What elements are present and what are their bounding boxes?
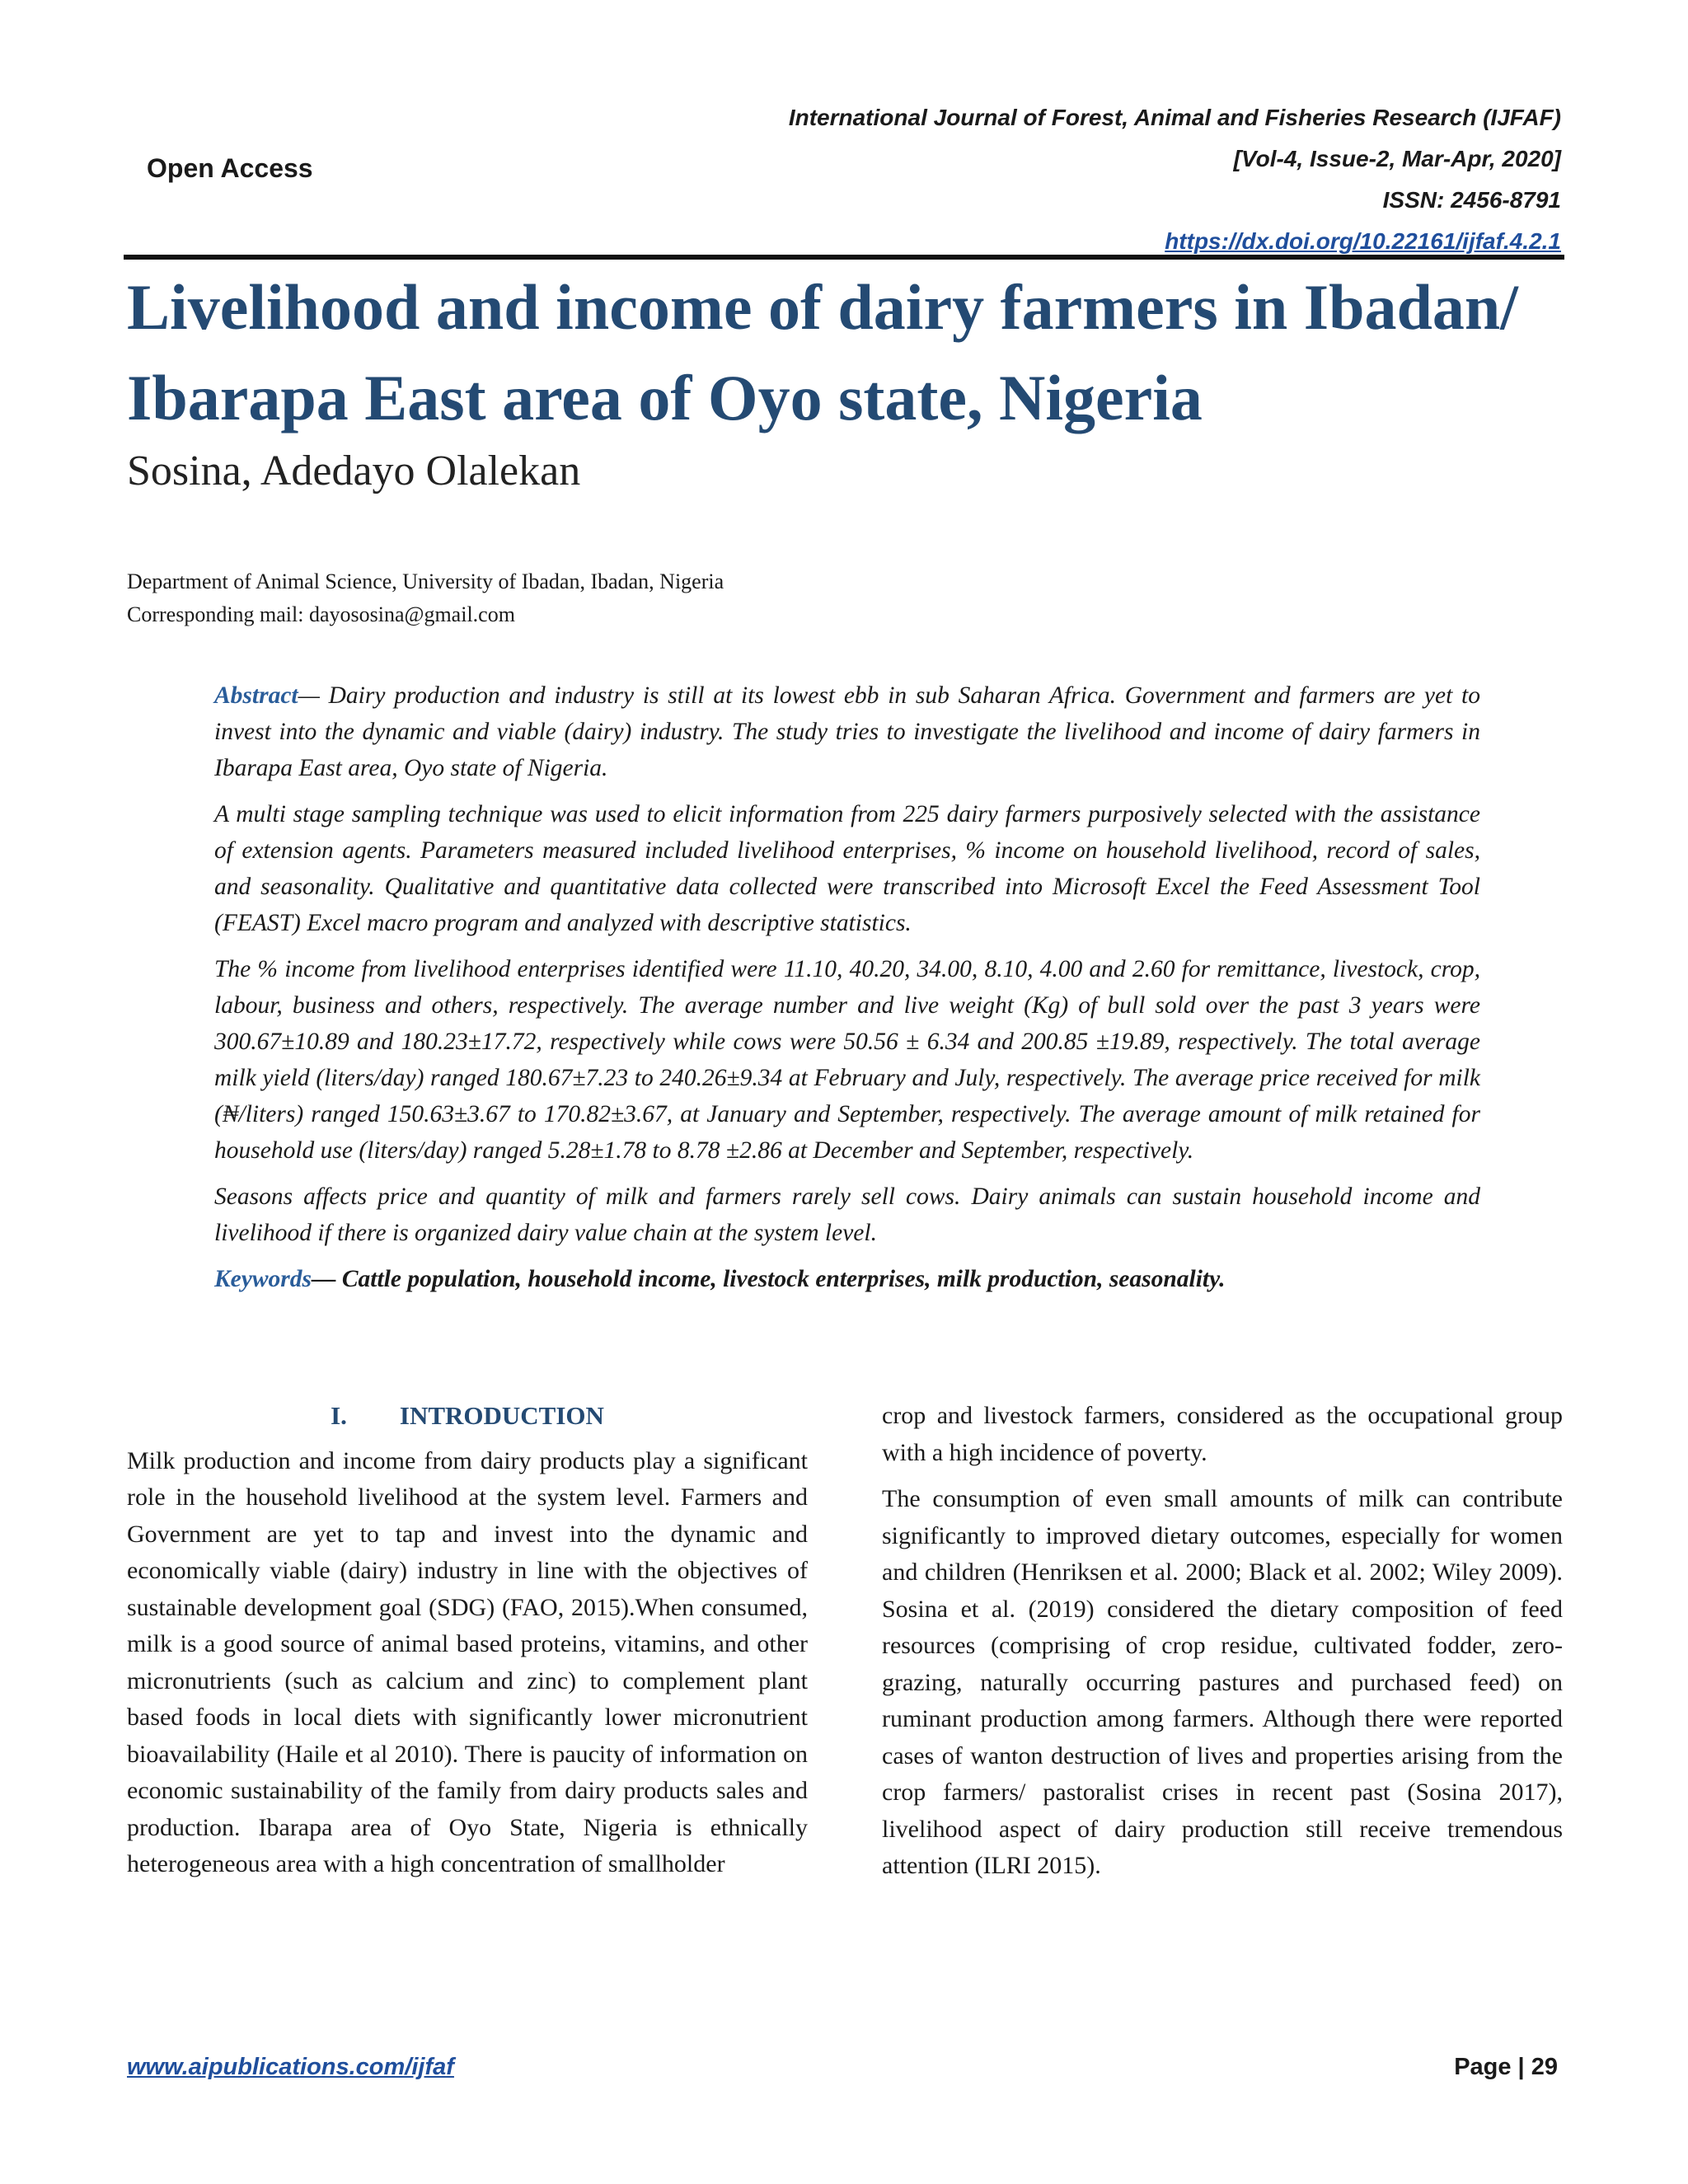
page-number: Page | 29 (1454, 2054, 1558, 2080)
header-divider (124, 255, 1564, 260)
abstract-text-1: Dairy production and industry is still at its lowest ebb in sub Saharan Africa. Government and farmers are yet to invest into the dynamic and viable (dairy) industry. The study tries to investigate the livelihood and income of dairy farmers in Ibarapa East area, Oyo state of Nigeria. (214, 682, 1480, 781)
introduction-paragraph-2: The consumption of even small amounts of milk can contribute significantly to improved dietary outcomes, especially for women and children (Henriksen et al. 2000; Black et al. 2002; Wiley 2009). Sosina et al. (2019) considered the dietary composition of feed resources (comprising of crop residue, cultivated fodder, zero-grazing, naturally occurring pastures and purchased feed) on ruminant production among farmers. Although there were reported cases of wanton destruction of lives and properties arising from the crop farmers/ pastoralist crises in recent past (Sosina 2017), livelihood aspect of dairy production still receive tremendous attention (ILRI 2015). (882, 1485, 1563, 1879)
section-title: INTRODUCTION (399, 1401, 604, 1430)
corresponding-mail: Corresponding mail: dayososina@gmail.com (127, 602, 515, 626)
keywords-dash: — (312, 1266, 336, 1292)
abstract-section (214, 677, 1480, 1307)
abstract-paragraph-2: A multi stage sampling technique was used to elicit information from 225 dairy farmers purposively selected with the assistance of extension agents. Parameters measured included livelihood enterprises, % income on household livelihood, record of sales, and seasonality. Qualitative and quantitative data collected were transcribed into Microsoft Excel the Feed Assessment Tool (FEAST) Excel macro program and analyzed with descriptive statistics. (214, 801, 1480, 936)
abstract-paragraph-1 (214, 677, 1480, 786)
open-access-label: Open Access (147, 153, 313, 183)
abstract-paragraph-4: Seasons affects price and quantity of milk and farmers rarely sell cows. Dairy animals can sustain household income and livelihood if there is organized dairy value chain at the system level. (214, 1183, 1480, 1246)
journal-header (490, 97, 1561, 262)
abstract-dash: — (298, 682, 320, 709)
introduction-paragraph-1: Milk production and income from dairy products play a significant role in the household livelihood at the system level. Farmers and Government are yet to tap and invest into the dynamic and economically viable (dairy) industry in line with the objectives of sustainable development goal (SDG) (FAO, 2015).When consumed, milk is a good source of animal based proteins, vitamins, and other micronutrients (such as calcium and zinc) to complement plant based foods in local diets with significantly lower micronutrient bioavailability (Haile et al 2010). There is paucity of information on economic sustainability of the family from dairy products sales and production. Ibarapa area of Oyo State, Nigeria is ethnically heterogeneous area with a high concentration of smallholder (127, 1446, 808, 1877)
journal-name: International Journal of Forest, Animal and Fisheries Research (IJFAF) (788, 105, 1561, 130)
affiliation-block (127, 565, 724, 631)
journal-issn: ISSN: 2456-8791 (1382, 187, 1561, 213)
affiliation: Department of Animal Science, University of Ibadan, Ibadan, Nigeria (127, 569, 724, 593)
abstract-label: Abstract (214, 682, 298, 709)
journal-volume-issue: [Vol-4, Issue-2, Mar-Apr, 2020] (1233, 146, 1561, 171)
title-line-2: Ibarapa East area of Oyo state, Nigeria (127, 362, 1203, 434)
introduction-heading (127, 1398, 808, 1435)
body-column-left (127, 1398, 808, 1893)
keywords-label: Keywords (214, 1266, 312, 1292)
keywords-line (214, 1261, 1480, 1297)
author-name: Sosina, Adedayo Olalekan (127, 448, 581, 494)
article-title (127, 262, 1578, 443)
section-number: I. (331, 1401, 347, 1430)
abstract-paragraph-3: The % income from livelihood enterprises identified were 11.10, 40.20, 34.00, 8.10, 4.00 and 2.60 for remittance, livestock, crop, labour, business and others, respectively. The average number and live weight (Kg) of bull sold over the past 3 years were 300.67±10.89 and 180.23±17.72, respectively while cows were 50.56 ± 6.34 and 200.85 ±19.89, respectively. The total average milk yield (liters/day) ranged 180.67±7.23 to 240.26±9.34 at February and July, respectively. The average price received for milk (₦/liters) ranged 150.63±3.67 to 170.82±3.67, at January and September, respectively. The average amount of milk retained for household use (liters/day) ranged 5.28±1.78 to 8.78 ±2.86 at December and September, respectively. (214, 956, 1480, 1164)
title-line-1: Livelihood and income of dairy farmers in Ibadan/ (127, 271, 1518, 343)
introduction-paragraph-1-cont: crop and livestock farmers, considered as the occupational group with a high incidence of poverty. (882, 1402, 1563, 1466)
footer-website-link[interactable]: www.aipublications.com/ijfaf (127, 2054, 454, 2080)
keywords-text: Cattle population, household income, livestock enterprises, milk production, seasonality. (335, 1266, 1226, 1292)
doi-link[interactable]: https://dx.doi.org/10.22161/ijfaf.4.2.1 (1165, 228, 1561, 254)
body-column-right (882, 1398, 1563, 1895)
